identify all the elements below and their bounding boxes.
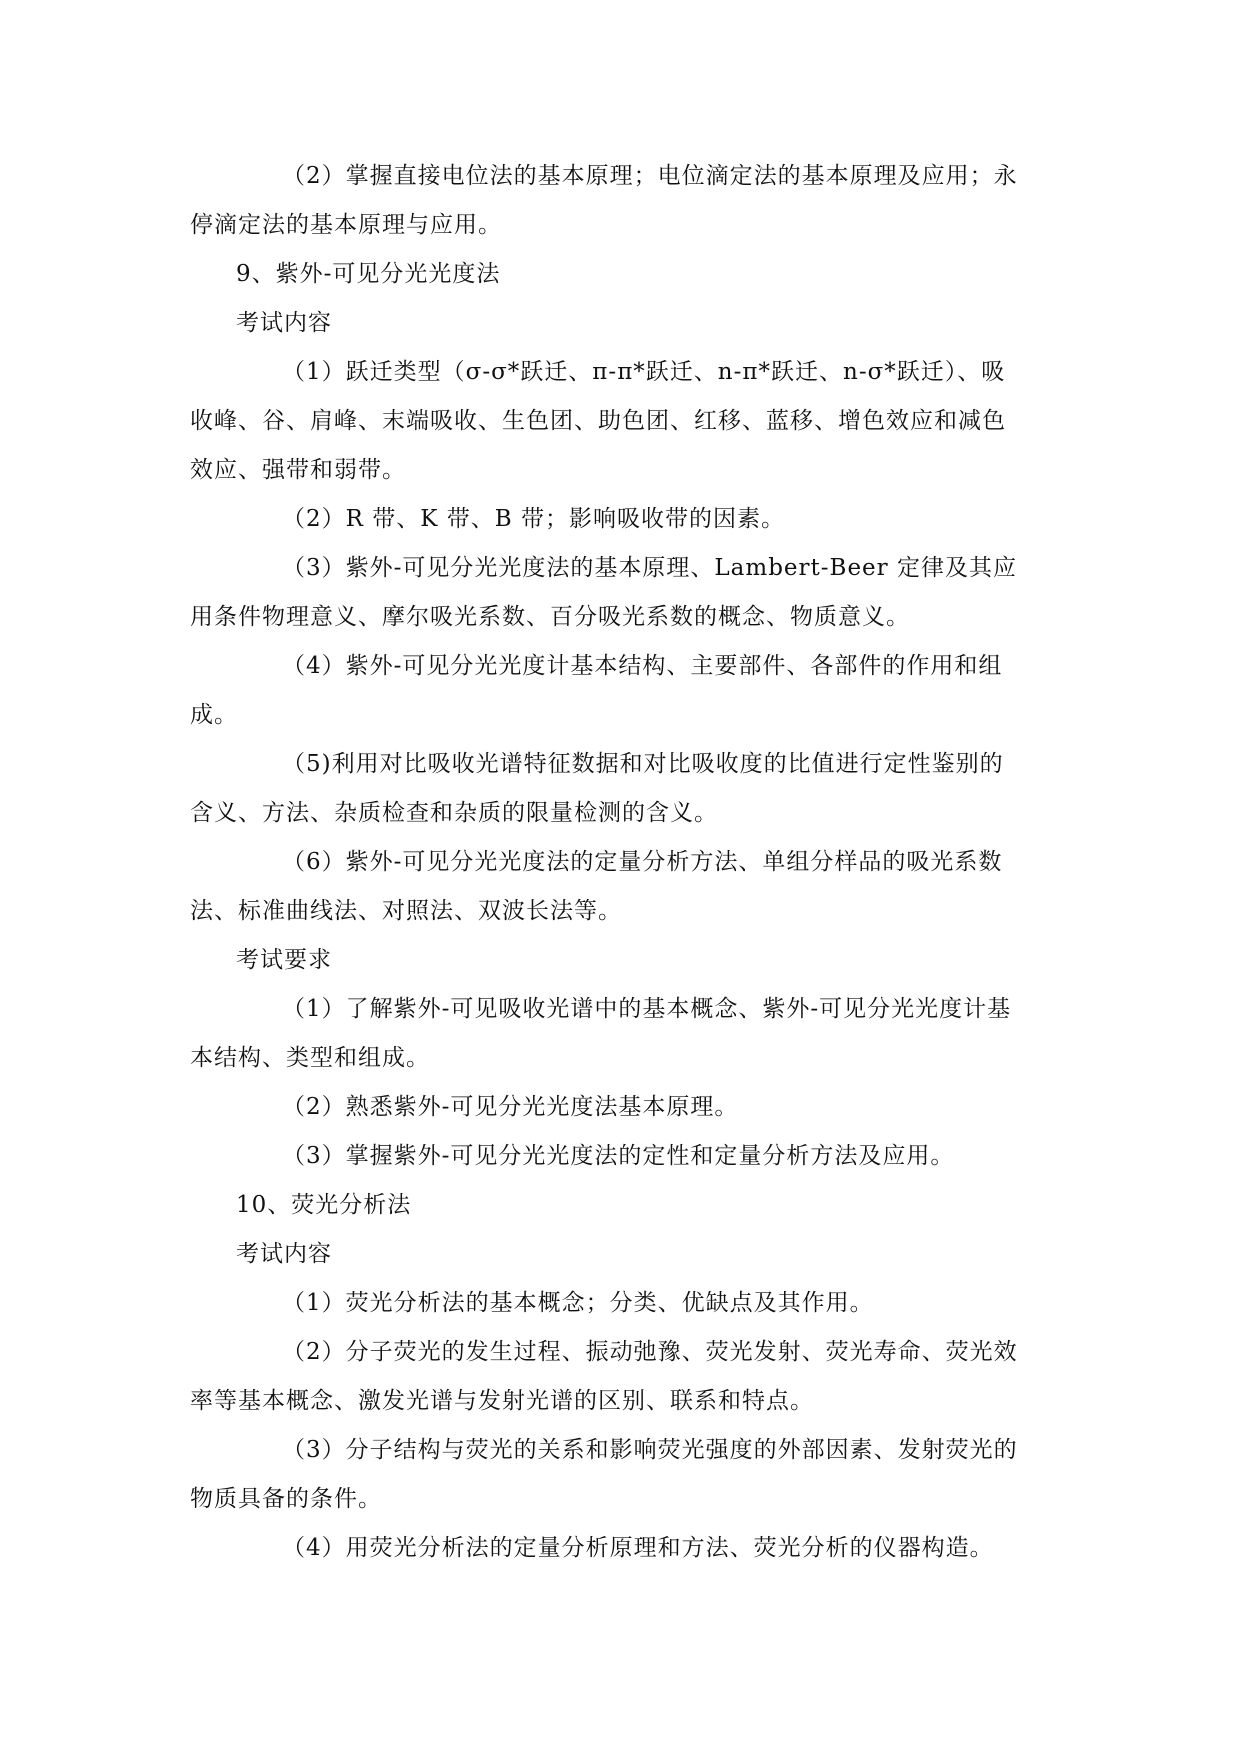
paragraph-item: （1）跃迁类型（σ-σ*跃迁、π-π*跃迁、n-π*跃迁、n-σ*跃迁）、吸收峰、谷、肩峰、末端吸收、生色团、助色团、红移、蓝移、增色效应和减色效应、强带和弱带。 bbox=[190, 359, 1006, 483]
paragraph-item: （6）紫外-可见分光光度法的定量分析方法、单组分样品的吸光系数法、标准曲线法、对照法、双波长法等。 bbox=[190, 849, 1003, 924]
paragraph-item: （2）R 带、K 带、B 带；影响吸收带的因素。 bbox=[282, 506, 785, 532]
paragraph-item: （5)利用对比吸收光谱特征数据和对比吸收度的比值进行定性鉴别的含义、方法、杂质检查和杂质的限量检测的含义。 bbox=[190, 751, 1004, 826]
paragraph-item: （3）掌握紫外-可见分光光度法的定性和定量分析方法及应用。 bbox=[282, 1143, 955, 1169]
subsection-heading: 考试内容 bbox=[236, 1241, 332, 1267]
paragraph-item: （4）紫外-可见分光光度计基本结构、主要部件、各部件的作用和组成。 bbox=[190, 653, 1003, 728]
document-body bbox=[190, 152, 1020, 1573]
paragraph-item: （4）用荧光分析法的定量分析原理和方法、荧光分析的仪器构造。 bbox=[282, 1535, 994, 1561]
paragraph-item: （3）分子结构与荧光的关系和影响荧光强度的外部因素、发射荧光的物质具备的条件。 bbox=[190, 1437, 1018, 1512]
paragraph-item: （1）荧光分析法的基本概念；分类、优缺点及其作用。 bbox=[282, 1290, 874, 1316]
subsection-heading: 考试内容 bbox=[236, 310, 332, 336]
paragraph-item: （1）了解紫外-可见吸收光谱中的基本概念、紫外-可见分光光度计基本结构、类型和组成。 bbox=[190, 996, 1012, 1071]
paragraph-item: （2）熟悉紫外-可见分光光度法基本原理。 bbox=[282, 1094, 739, 1120]
paragraph-item: （2）掌握直接电位法的基本原理；电位滴定法的基本原理及应用；永停滴定法的基本原理与应用。 bbox=[190, 163, 1018, 238]
paragraph-item: （3）紫外-可见分光光度法的基本原理、Lambert-Beer 定律及其应用条件物理意义、摩尔吸光系数、百分吸光系数的概念、物质意义。 bbox=[190, 555, 1017, 630]
section-heading: 10、荧光分析法 bbox=[236, 1192, 412, 1218]
section-heading: 9、紫外-可见分光光度法 bbox=[236, 261, 501, 287]
paragraph-item: （2）分子荧光的发生过程、振动弛豫、荧光发射、荧光寿命、荧光效率等基本概念、激发光谱与发射光谱的区别、联系和特点。 bbox=[190, 1339, 1018, 1414]
subsection-heading: 考试要求 bbox=[236, 947, 332, 973]
